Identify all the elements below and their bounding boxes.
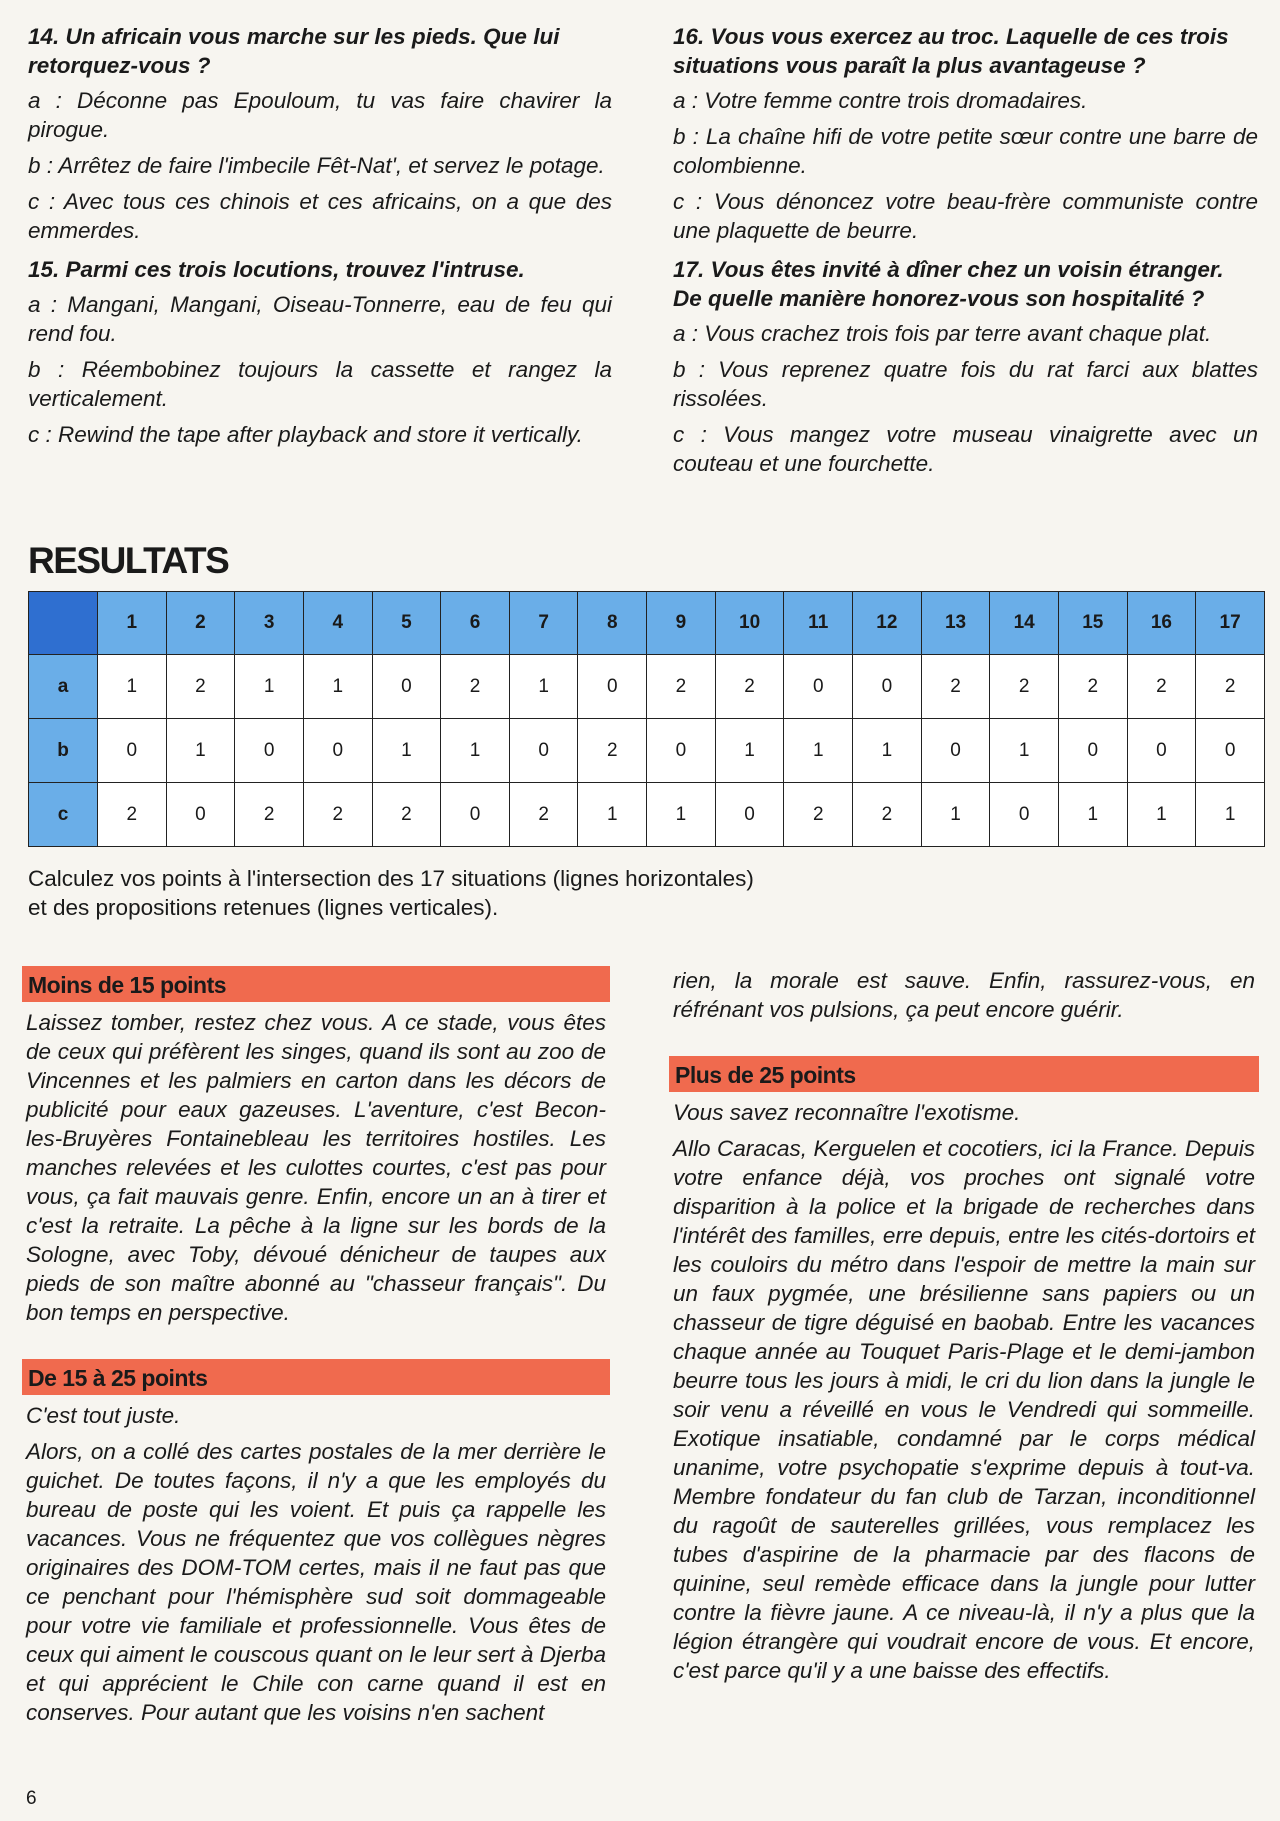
question-16	[673, 22, 1258, 245]
question-14-title: 14. Un africain vous marche sur les pieds. Que lui retorquez-vous ?	[28, 24, 560, 78]
results-cell: 2	[921, 655, 990, 719]
results-cell: 2	[853, 783, 922, 847]
results-cell: 0	[441, 783, 510, 847]
results-cell: 1	[990, 719, 1059, 783]
results-row-c	[29, 783, 1265, 847]
question-17-option-c: c : Vous mangez votre museau vinaigrette avec un couteau et une fourchette.	[673, 422, 1258, 476]
results-column-header: 3	[235, 592, 304, 655]
results-cell: 1	[303, 655, 372, 719]
question-14	[28, 22, 612, 245]
question-16-option-c: c : Vous dénoncez votre beau-frère communiste contre une plaquette de beurre.	[673, 189, 1258, 243]
question-17-option-a: a : Vous crachez trois fois par terre avant chaque plat.	[673, 321, 1212, 346]
question-15-option-a: a : Mangani, Mangani, Oiseau-Tonnerre, eau de feu qui rend fou.	[28, 292, 612, 346]
question-14-option-b: b : Arrêtez de faire l'imbecile Fêt-Nat', et servez le potage.	[28, 153, 605, 178]
results-cell: 1	[853, 719, 922, 783]
results-cell: 0	[853, 655, 922, 719]
results-caption	[28, 864, 1128, 922]
results-cell: 0	[715, 783, 784, 847]
results-row-label: a	[29, 655, 98, 719]
results-cell: 1	[647, 783, 716, 847]
verdicts-left-column	[22, 966, 610, 1727]
results-column-header: 2	[166, 592, 235, 655]
results-cell: 2	[303, 783, 372, 847]
question-15	[28, 255, 612, 449]
results-caption-line-1: Calculez vos points à l'intersection des 17 situations (lignes horizontales)	[28, 866, 754, 891]
question-14-option-c: c : Avec tous ces chinois et ces africains, on a que des emmerdes.	[28, 189, 612, 243]
results-row-b	[29, 719, 1265, 783]
results-column-header: 15	[1058, 592, 1127, 655]
results-caption-line-2: et des propositions retenues (lignes verticales).	[28, 895, 499, 920]
results-row-label: b	[29, 719, 98, 783]
results-cell: 2	[1196, 655, 1265, 719]
results-cell: 0	[921, 719, 990, 783]
question-16-option-b: b : La chaîne hifi de votre petite sœur contre une barre de colombienne.	[673, 124, 1258, 178]
verdict-mid-text: Alors, on a collé des cartes postales de la mer derrière le guichet. De toutes façons, il n'y a que les employés du bureau de poste qui les voient. Et puis ça rappelle les vacances. Vous ne fréquentez que vos collègues nègres originaires des DOM-TOM certes, mais il ne faut pas que ce penchant pour l'hémisphère sud soit dommageable pour votre vie familiale et professionnelle. Vous êtes de ceux qui aiment le couscous quant on le leur sert à Djerba et qui apprécient le Chile con carne quand il est en conserves. Pour autant que les voisins n'en sachent	[26, 1439, 606, 1725]
results-cell: 2	[166, 655, 235, 719]
results-cell: 1	[578, 783, 647, 847]
question-17-title: 17. Vous êtes invité à dîner chez un voisin étranger. De quelle manière honorez-vous son hospitalité ?	[673, 257, 1224, 311]
results-cell: 0	[166, 783, 235, 847]
page-number: 6	[26, 1788, 37, 1809]
results-column-header: 12	[853, 592, 922, 655]
results-column-header: 6	[441, 592, 510, 655]
results-cell: 1	[509, 655, 578, 719]
question-15-option-b: b : Réembobinez toujours la cassette et rangez la verticalement.	[28, 357, 612, 411]
results-column-header: 7	[509, 592, 578, 655]
results-cell: 0	[1058, 719, 1127, 783]
question-17	[673, 255, 1258, 478]
results-cell: 2	[784, 783, 853, 847]
question-15-option-c: c : Rewind the tape after playback and store it vertically.	[28, 422, 583, 447]
question-17-option-b: b : Vous reprenez quatre fois du rat farci aux blattes rissolées.	[673, 357, 1258, 411]
results-cell: 0	[990, 783, 1059, 847]
results-cell: 0	[1127, 719, 1196, 783]
results-column-header: 17	[1196, 592, 1265, 655]
results-cell: 0	[784, 655, 853, 719]
results-cell: 2	[715, 655, 784, 719]
verdicts-right-column	[669, 966, 1259, 1685]
results-column-header: 13	[921, 592, 990, 655]
results-header-row	[29, 592, 1265, 655]
results-cell: 0	[578, 655, 647, 719]
results-cell: 0	[235, 719, 304, 783]
results-cell: 0	[98, 719, 167, 783]
results-cell: 1	[715, 719, 784, 783]
questions-left-column	[28, 22, 612, 456]
verdict-high-heading: Plus de 25 points	[669, 1056, 1259, 1092]
results-cell: 2	[1127, 655, 1196, 719]
results-cell: 1	[98, 655, 167, 719]
results-cell: 1	[1196, 783, 1265, 847]
question-14-option-a: a : Déconne pas Epouloum, tu vas faire chavirer la pirogue.	[28, 88, 612, 142]
results-row-label: c	[29, 783, 98, 847]
results-cell: 1	[166, 719, 235, 783]
results-cell: 1	[1058, 783, 1127, 847]
results-row-a	[29, 655, 1265, 719]
questions-right-column	[673, 22, 1258, 485]
verdict-mid-heading: De 15 à 25 points	[22, 1359, 610, 1395]
results-cell: 2	[372, 783, 441, 847]
verdict-mid-continuation: rien, la morale est sauve. Enfin, rassurez-vous, en réfrénant vos pulsions, ça peut encore guérir.	[673, 968, 1255, 1022]
results-cell: 1	[372, 719, 441, 783]
results-cell: 0	[1196, 719, 1265, 783]
results-column-header: 5	[372, 592, 441, 655]
results-corner-cell	[29, 592, 98, 655]
results-cell: 2	[98, 783, 167, 847]
results-cell: 0	[647, 719, 716, 783]
results-column-header: 16	[1127, 592, 1196, 655]
results-cell: 1	[921, 783, 990, 847]
results-cell: 2	[441, 655, 510, 719]
results-cell: 2	[1058, 655, 1127, 719]
results-column-header: 4	[303, 592, 372, 655]
results-cell: 1	[235, 655, 304, 719]
results-column-header: 1	[98, 592, 167, 655]
results-cell: 2	[235, 783, 304, 847]
results-cell: 2	[509, 783, 578, 847]
results-cell: 0	[372, 655, 441, 719]
results-column-header: 9	[647, 592, 716, 655]
question-15-title: 15. Parmi ces trois locutions, trouvez l'intruse.	[28, 257, 525, 282]
results-column-header: 14	[990, 592, 1059, 655]
results-cell: 2	[990, 655, 1059, 719]
results-cell: 2	[647, 655, 716, 719]
results-column-header: 10	[715, 592, 784, 655]
verdict-high-text: Allo Caracas, Kerguelen et cocotiers, ici la France. Depuis votre enfance déjà, vos proches ont signalé votre disparition à la police et la brigade de recherches dans l'intérêt des familles, erre depuis, entre les cités-dortoirs et les couloirs du métro dans l'espoir de mettre la main sur un faux pygmée, une brésilienne sans papiers ou un chasseur de tigre déguisé en baobab. Entre les vacances chaque année au Touquet Paris-Plage et le demi-jambon beurre tous les jours à midi, le cri du lion dans la jungle le soir venu a réveillé en vous le Vendredi qui sommeille. Exotique insatiable, condamné par le corps médical unanime, votre psychopatie s'exprime depuis à tout-va. Membre fondateur du fan club de Tarzan, inconditionnel du ragoût de sauterelles grillées, vous remplacez les tubes d'aspirine de la pharmacie par des flacons de quinine, seul remède efficace dans la jungle pour lutter contre la fièvre jaune. A ce niveau-là, il n'y a plus que la légion étrangère qui voudrait encore de vous. Et encore, c'est parce qu'il y a une baisse des effectifs.	[673, 1136, 1255, 1683]
results-column-header: 8	[578, 592, 647, 655]
question-16-option-a: a : Votre femme contre trois dromadaires.	[673, 88, 1088, 113]
results-column-header: 11	[784, 592, 853, 655]
verdict-mid-intro: C'est tout juste.	[26, 1403, 181, 1428]
results-cell: 1	[1127, 783, 1196, 847]
verdict-low-text: Laissez tomber, restez chez vous. A ce stade, vous êtes de ceux qui préfèrent les singes, quand ils sont au zoo de Vincennes et les palmiers en carton dans les décors de publicité pour eaux gazeuses. L'aventure, c'est Becon-les-Bruyères Fontainebleau les territoires hostiles. Les manches relevées et les culottes courtes, c'est pas pour vous, ça fait mauvais genre. Enfin, encore un an à tirer et c'est la retraite. La pêche à la ligne sur les bords de la Sologne, avec Toby, dévoué dénicheur de taupes aux pieds de son maître abonné au "chasseur français". Du bon temps en perspective.	[26, 1010, 606, 1325]
results-cell: 2	[578, 719, 647, 783]
results-cell: 0	[509, 719, 578, 783]
results-cell: 0	[303, 719, 372, 783]
results-cell: 1	[441, 719, 510, 783]
results-heading: RESULTATS	[28, 540, 229, 581]
verdict-low-heading: Moins de 15 points	[22, 966, 610, 1002]
verdict-high-intro: Vous savez reconnaître l'exotisme.	[673, 1100, 1021, 1125]
question-16-title: 16. Vous vous exercez au troc. Laquelle de ces trois situations vous paraît la plus avantageuse ?	[673, 24, 1229, 78]
results-table	[28, 591, 1265, 847]
results-cell: 1	[784, 719, 853, 783]
